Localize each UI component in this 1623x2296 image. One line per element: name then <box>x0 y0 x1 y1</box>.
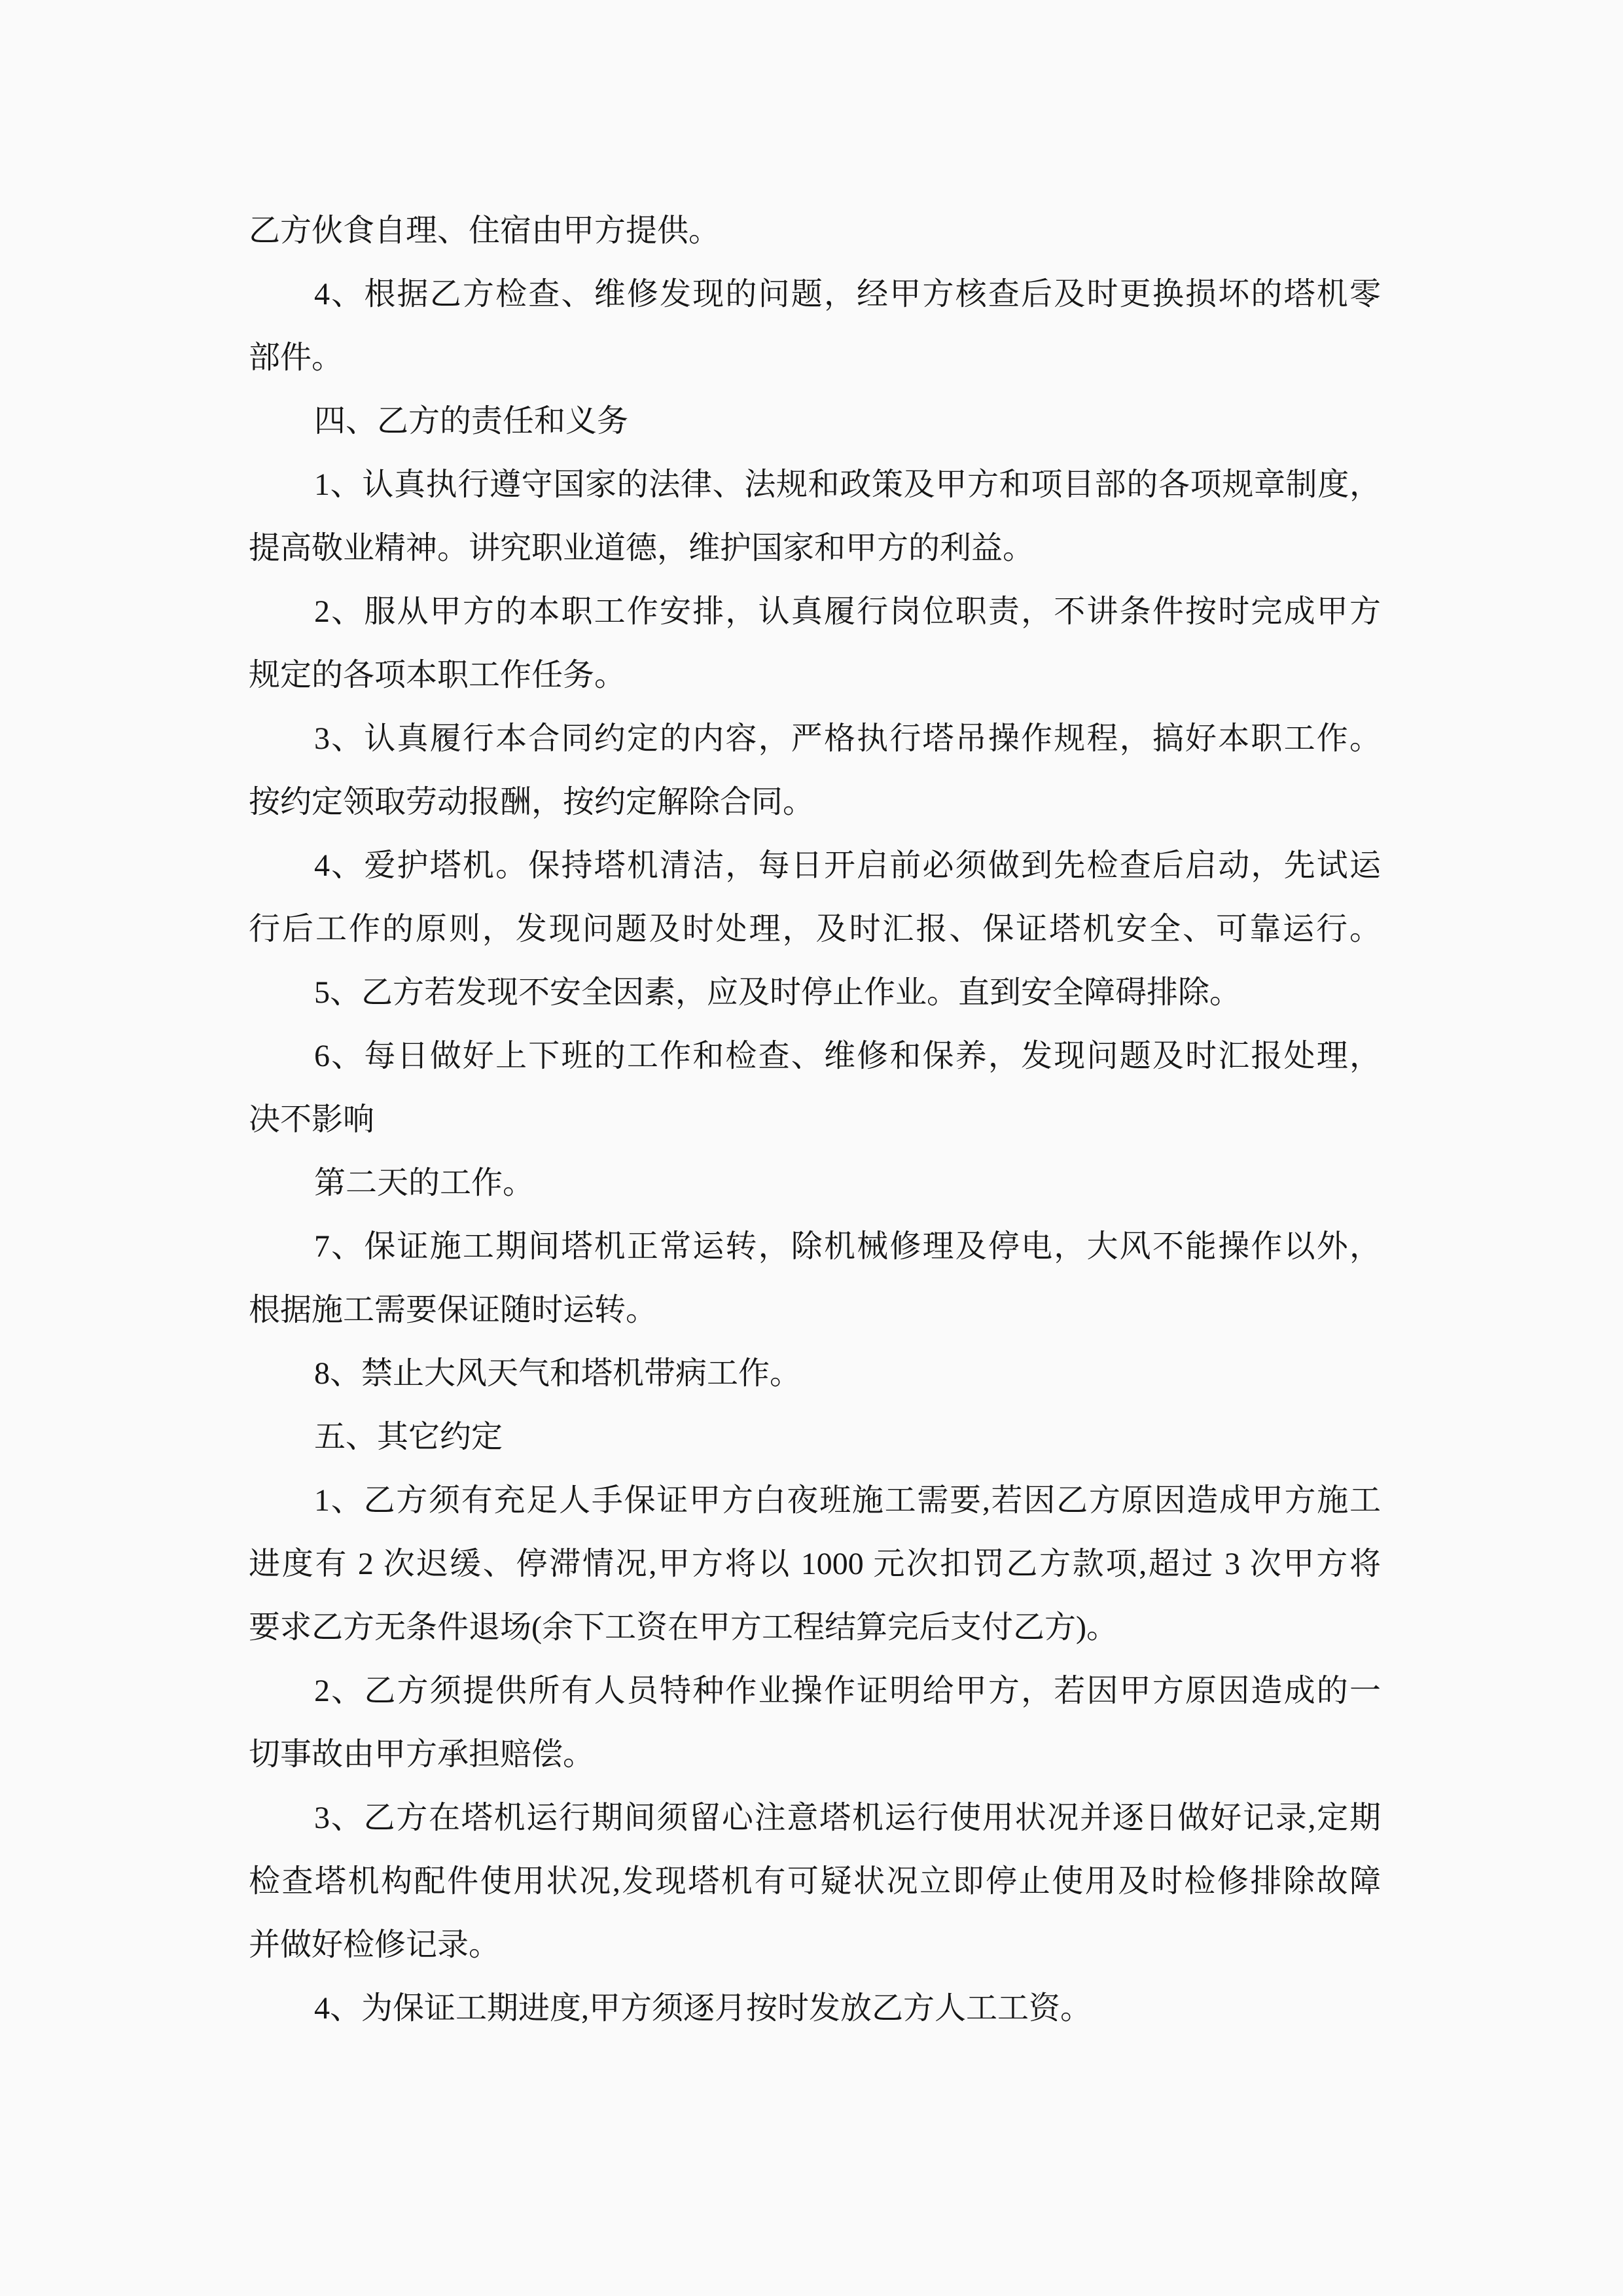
text-line: 进度有 2 次迟缓、停滞情况,甲方将以 1000 元次扣罚乙方款项,超过 3 次甲方将 <box>249 1547 1381 1581</box>
text-line: 要求乙方无条件退场(余下工资在甲方工程结算完后支付乙方)。 <box>249 1610 1118 1645</box>
text-line: 8、禁止大风天气和塔机带病工作。 <box>314 1356 802 1391</box>
text-line: 4、为保证工期进度,甲方须逐月按时发放乙方人工工资。 <box>314 1991 1092 2026</box>
text-line: 第二天的工作。 <box>314 1166 535 1200</box>
text-line: 2、乙方须提供所有人员特种作业操作证明给甲方，若因甲方原因造成的一 <box>314 1674 1381 1708</box>
text-line: 根据施工需要保证随时运转。 <box>249 1293 658 1327</box>
text-line: 乙方伙食自理、住宿由甲方提供。 <box>249 213 721 248</box>
text-line: 决不影响 <box>249 1102 375 1137</box>
text-line: 3、乙方在塔机运行期间须留心注意塔机运行使用状况并逐日做好记录,定期 <box>314 1801 1381 1835</box>
text-line: 按约定领取劳动报酬，按约定解除合同。 <box>249 785 815 819</box>
text-line: 规定的各项本职工作任务。 <box>249 658 626 692</box>
text-line: 行后工作的原则，发现问题及时处理，及时汇报、保证塔机安全、可靠运行。 <box>249 912 1381 946</box>
text-line: 五、其它约定 <box>314 1420 503 1454</box>
text-line: 并做好检修记录。 <box>249 1928 501 1962</box>
text-line: 1、认真执行遵守国家的法律、法规和政策及甲方和项目部的各项规章制度， <box>314 467 1381 502</box>
text-line: 5、乙方若发现不安全因素，应及时停止作业。直到安全障碍排除。 <box>314 975 1241 1010</box>
text-line: 7、保证施工期间塔机正常运转，除机械修理及停电，大风不能操作以外， <box>314 1229 1381 1264</box>
text-line: 2、服从甲方的本职工作安排，认真履行岗位职责，不讲条件按时完成甲方 <box>314 594 1381 629</box>
text-line: 四、乙方的责任和义务 <box>314 404 629 439</box>
text-line: 4、爱护塔机。保持塔机清洁，每日开启前必须做到先检查后启动，先试运 <box>314 848 1381 883</box>
text-line: 切事故由甲方承担赔偿。 <box>249 1737 595 1772</box>
text-line: 4、根据乙方检查、维修发现的问题，经甲方核查后及时更换损坏的塔机零 <box>314 277 1381 312</box>
text-line: 6、每日做好上下班的工作和检查、维修和保养，发现问题及时汇报处理， <box>314 1039 1381 1073</box>
text-line: 1、乙方须有充足人手保证甲方白夜班施工需要,若因乙方原因造成甲方施工 <box>314 1483 1381 1518</box>
text-line: 检查塔机构配件使用状况,发现塔机有可疑状况立即停止使用及时检修排除故障 <box>249 1864 1381 1899</box>
text-line: 部件。 <box>249 340 344 375</box>
text-line: 提高敬业精神。讲究职业道德，维护国家和甲方的利益。 <box>249 531 1035 565</box>
contract-text-block <box>249 199 1381 2040</box>
text-line: 3、认真履行本合同约定的内容，严格执行塔吊操作规程，搞好本职工作。 <box>314 721 1381 756</box>
